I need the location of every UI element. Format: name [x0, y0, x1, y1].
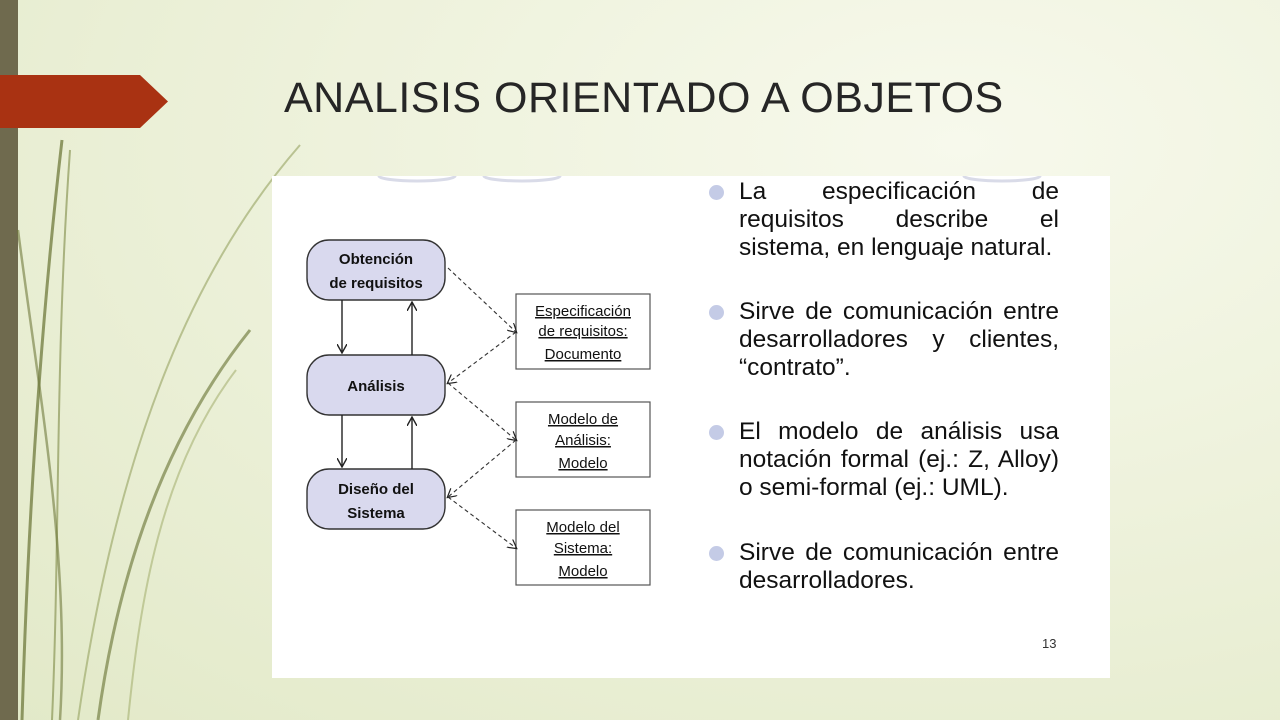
bullet-item: [707, 539, 1059, 595]
bullet-list: [707, 176, 1059, 595]
title-accent-arrow: [0, 75, 168, 128]
artifact-modelo-sistema-line3: Modelo: [558, 563, 608, 580]
artifact-especificacion-line2: de requisitos:: [538, 323, 628, 340]
artifact-modelo-analisis-line3: Modelo: [558, 455, 608, 472]
content-panel: [272, 176, 1110, 678]
slide-title: ANALISIS ORIENTADO A OBJETOS: [284, 74, 1004, 122]
artifact-box-modelo-sistema: [516, 510, 650, 585]
bullet-dot-icon: [709, 425, 724, 440]
process-diseno-line2: Sistema: [347, 505, 405, 522]
bullet-text: La especificación de requisitos describe el sistema, en lenguaje natural.: [739, 178, 1059, 261]
process-obtencion-line1: Obtención: [338, 251, 414, 268]
artifact-especificacion-line1: Especificación: [535, 303, 631, 320]
bullet-item: [707, 178, 1059, 262]
process-analisis-label: Análisis: [347, 378, 405, 395]
bullet-text: Sirve de comunicación entre desarrolladores y clientes, “contrato”.: [739, 298, 1059, 381]
dashed-dependency-arrows: [448, 268, 516, 548]
process-diseno-line1: Diseño del: [338, 481, 414, 498]
process-node-diseno: [307, 469, 445, 529]
process-node-obtencion: [307, 240, 445, 300]
bullet-text: Sirve de comunicación entre desarrolladores.: [739, 539, 1059, 594]
bullet-item: [707, 418, 1059, 502]
process-node-analisis: [307, 355, 445, 415]
process-obtencion-line2: de requisitos: [329, 275, 423, 292]
artifact-modelo-analisis-line2: Análisis:: [555, 432, 611, 449]
bullet-text: El modelo de análisis usa notación formal (ej.: Z, Alloy) o semi-formal (ej.: UML).: [739, 418, 1059, 501]
bullet-dot-icon: [709, 546, 724, 561]
artifact-box-especificacion: [516, 294, 650, 369]
artifact-especificacion-line3: Documento: [544, 346, 622, 363]
artifact-box-modelo-analisis: [516, 402, 650, 477]
bullet-dot-icon: [709, 305, 724, 320]
artifact-modelo-sistema-line2: Sistema:: [553, 540, 613, 557]
page-number: 13: [1042, 636, 1057, 651]
bullet-dot-icon: [709, 185, 724, 200]
bullet-item: [707, 298, 1059, 382]
artifact-modelo-analisis-line1: Modelo de: [547, 411, 619, 428]
artifact-modelo-sistema-line1: Modelo del: [546, 519, 620, 536]
requirements-process-diagram: [272, 176, 702, 678]
